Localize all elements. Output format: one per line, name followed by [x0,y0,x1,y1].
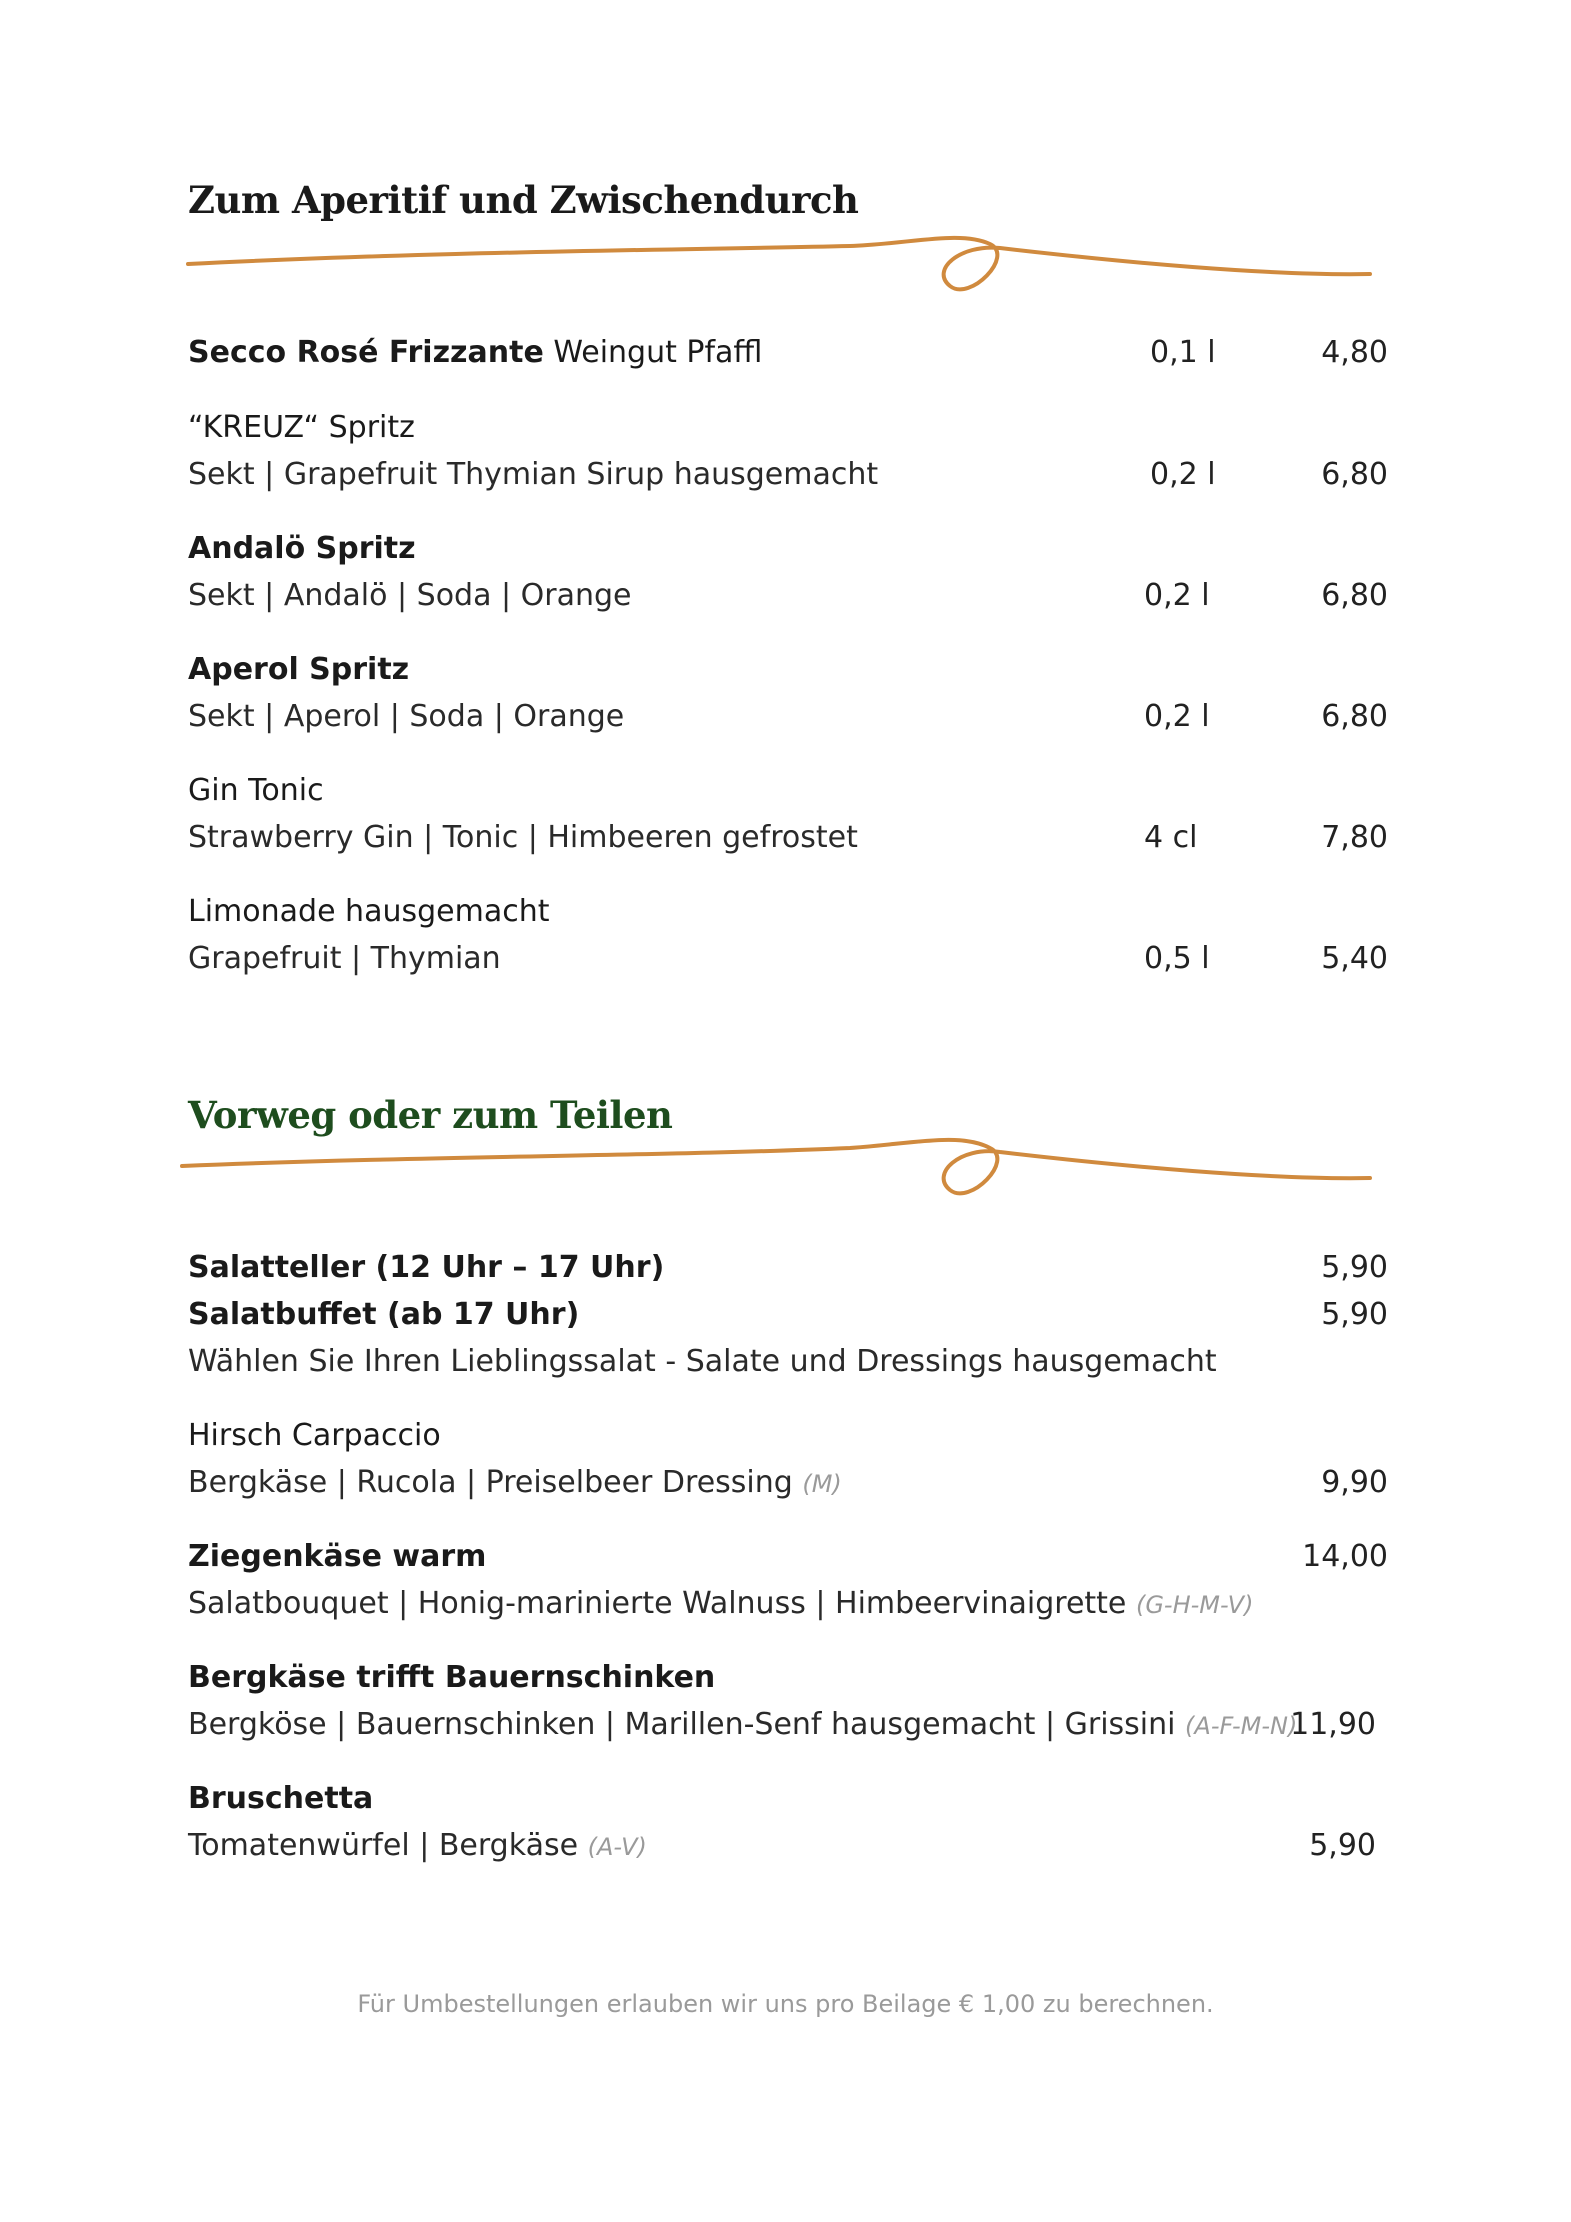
item-price: 5,40 [1321,941,1388,976]
item-price: 6,80 [1321,578,1388,613]
salad-line-2: Salatbuffet (ab 17 Uhr) [188,1297,580,1332]
item-volume: 0,5 l [1144,941,1210,976]
item-volume: 0,1 l [1150,335,1216,370]
item-price: 6,80 [1321,699,1388,734]
item-volume: 0,2 l [1144,578,1210,613]
item-volume: 0,2 l [1144,699,1210,734]
item-description: Wählen Sie Ihren Lieblingssalat - Salate und Dressings hausgemacht [188,1344,1217,1379]
item-price: 14,00 [1302,1539,1388,1574]
item-description: Sekt | Andalö | Soda | Orange [188,578,632,613]
item-price: 11,90 [1290,1707,1376,1742]
decorative-swoosh-icon [170,1130,1390,1230]
item-description: Sekt | Grapefruit Thymian Sirup hausgemacht [188,457,879,492]
item-name: Andalö Spritz [188,531,416,566]
item-name: Gin Tonic [188,773,324,808]
item-description: Strawberry Gin | Tonic | Himbeeren gefrostet [188,820,858,855]
salad-price-2: 5,90 [1321,1297,1388,1332]
allergen-codes: (M) [802,1470,842,1498]
item-name: Aperol Spritz [188,652,410,687]
item-name: Bruschetta [188,1781,374,1816]
allergen-codes: (A-V) [587,1833,647,1861]
footer-note: Für Umbestellungen erlauben wir uns pro Beilage € 1,00 zu berechnen. [357,1990,1214,2018]
salad-line-1: Salatteller (12 Uhr – 17 Uhr) [188,1250,665,1285]
allergen-codes: (G-H-M-V) [1135,1591,1254,1619]
allergen-codes: (A-F-M-N) [1185,1712,1298,1740]
item-name: Hirsch Carpaccio [188,1418,441,1453]
item-price: 5,90 [1309,1828,1376,1863]
item-description: Tomatenwürfel | Bergkäse (A-V) [188,1828,647,1863]
item-volume: 4 cl [1144,820,1198,855]
item-name: “KREUZ“ Spritz [188,410,415,445]
item-name: Ziegenkäse warm [188,1539,487,1574]
item-name: Limonade hausgemacht [188,894,550,929]
item-description: Bergkäse | Rucola | Preiselbeer Dressing (M) [188,1465,842,1500]
item-price: 4,80 [1321,335,1388,370]
section-title-aperitif: Zum Aperitif und Zwischendurch [188,178,859,222]
item-description: Sekt | Aperol | Soda | Orange [188,699,625,734]
item-price: 7,80 [1321,820,1388,855]
salad-price-1: 5,90 [1321,1250,1388,1285]
item-price: 6,80 [1321,457,1388,492]
item-volume: 0,2 l [1150,457,1216,492]
item-description: Grapefruit | Thymian [188,941,501,976]
item-name: Bergkäse trifft Bauernschinken [188,1660,716,1695]
item-description: Bergköse | Bauernschinken | Marillen-Senf hausgemacht | Grissini (A-F-M-N) [188,1707,1298,1742]
item-price: 9,90 [1321,1465,1388,1500]
item-name: Secco Rosé Frizzante Weingut Pfaffl [188,335,763,370]
decorative-swoosh-icon [170,222,1390,322]
section-title-vorweg: Vorweg oder zum Teilen [188,1093,673,1137]
item-description: Salatbouquet | Honig-marinierte Walnuss | Himbeervinaigrette (G-H-M-V) [188,1586,1254,1621]
